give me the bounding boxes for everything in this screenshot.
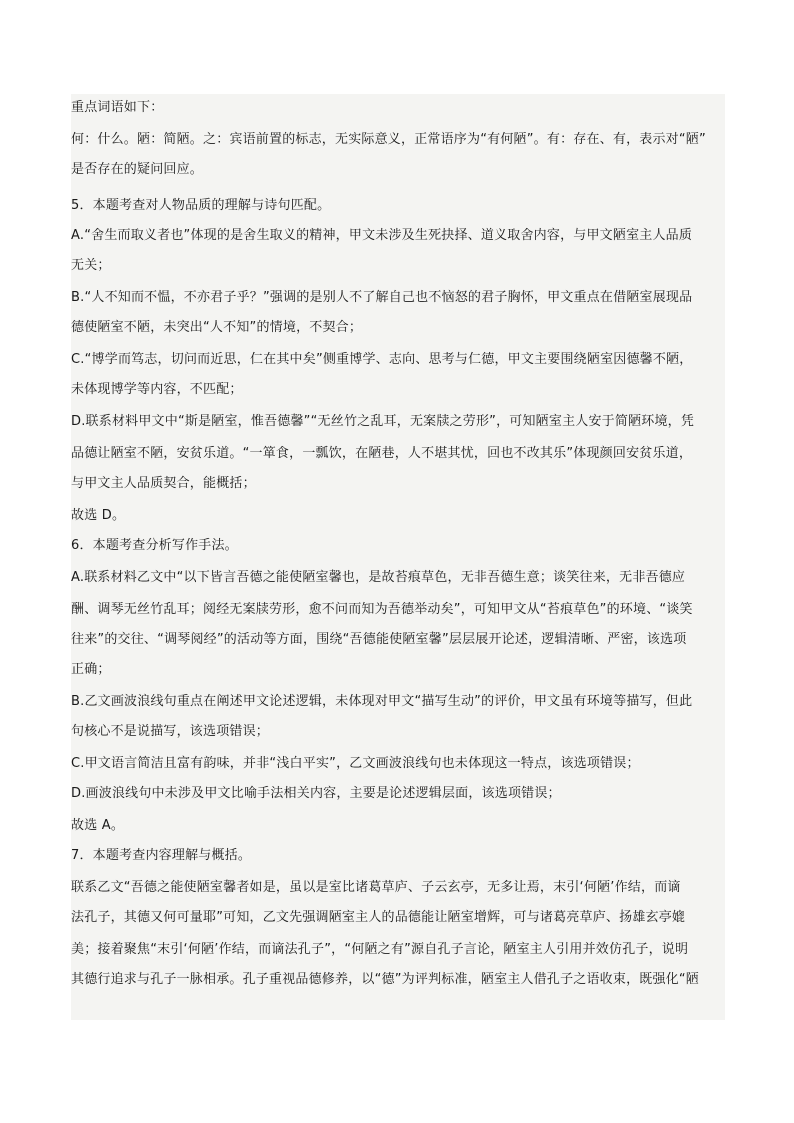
text-line: 与甲文主人品质契合，能概括；: [71, 476, 256, 491]
text-line: B.“人不知而不愠，不亦君子乎？”强调的是别人不了解自己也不恼怒的君子胸怀，甲文重点在借陋室展现品: [71, 290, 693, 305]
text-line: 美；接着聚焦“末引‘何陋’作结，而谪法孔子”，“何陋之有”源自孔子言论，陋室主人引用并效仿孔子，说明: [71, 942, 689, 957]
text-line: 酬、调琴无丝竹乱耳；阅经无案牍劳形，愈不问而知为吾德举动矣”，可知甲文从“苔痕草色”的环境、“谈笑: [71, 602, 693, 617]
text-line: C.“博学而笃志，切问而近思，仁在其中矣”侧重博学、志向、思考与仁德，甲文主要围绕陋室因德馨不陋，: [71, 352, 693, 367]
text-line: 无关；: [71, 258, 111, 273]
text-line: D.联系材料甲文中“斯是陋室，惟吾德馨”“无丝竹之乱耳，无案牍之劳形”，可知陋室主人安于简陋环境，凭: [71, 414, 695, 429]
text-line: 德使陋室不陋，未突出“人不知”的情境，不契合；: [71, 320, 363, 335]
text-line: 正确；: [71, 662, 111, 677]
text-line: A.“舍生而取义者也”体现的是舍生取义的精神，甲文未涉及生死抉择、道义取舍内容，与甲文陋室主人品质: [71, 228, 693, 243]
text-line: 未体现博学等内容，不匹配；: [71, 382, 243, 397]
text-line: B.乙文画波浪线句重点在阐述甲文论述逻辑，未体现对甲文“描写生动”的评价，甲文虽有环境等描写，但此: [71, 694, 693, 709]
text-line: 其德行追求与孔子一脉相承。孔子重视品德修养，以“德”为评判标准，陋室主人借孔子之语收束，既强化“陋: [71, 972, 700, 987]
text-line: 联系乙文“吾德之能使陋室馨者如是，虽以是室比诸葛草庐、子云玄亭，无多让焉，末引‘何陋’作结，而谪: [71, 880, 681, 895]
text-line: 6．本题考查分析写作手法。: [71, 538, 238, 553]
text-line: 故选 A。: [71, 818, 125, 833]
text-line: 品德让陋室不陋，安贫乐道。“一箪食，一瓢饮，在陋巷，人不堪其忧，回也不改其乐”体现颜回安贫乐道，: [71, 446, 693, 461]
text-line: 法孔子，其德又何可量耶”可知，乙文先强调陋室主人的品德能让陋室增辉，可与诸葛亮草庐、扬雄玄亭媲: [71, 910, 686, 925]
text-line: 重点词语如下：: [71, 100, 164, 115]
text-line: 7．本题考查内容理解与概括。: [71, 848, 252, 863]
text-line: 句核心不是说描写，该选项错误；: [71, 724, 270, 739]
text-line: A.联系材料乙文中“以下皆言吾德之能使陋室馨也，是故苔痕草色，无非吾德生意；谈笑往来，无非吾德应: [71, 570, 686, 585]
text-line: C.甲文语言简洁且富有韵味，并非“浅白平实”，乙文画波浪线句也未体现这一特点，该选项错误；: [71, 756, 640, 771]
text-line: 5．本题考查对人物品质的理解与诗句匹配。: [71, 198, 331, 213]
document-page: [71, 94, 725, 1020]
text-line: 是否存在的疑问回应。: [71, 162, 204, 177]
text-line: 往来”的交往、“调琴阅经”的活动等方面，围绕“吾德能使陋室馨”层层展开论述，逻辑清晰、严密，该选项: [71, 632, 687, 647]
text-line: 故选 D。: [71, 508, 126, 523]
text-line: 何：什么。陋：简陋。之：宾语前置的标志，无实际意义，正常语序为“有何陋”。有：存在、有，表示对“陋”: [71, 132, 706, 147]
text-line: D.画波浪线句中未涉及甲文比喻手法相关内容，主要是论述逻辑层面，该选项错误；: [71, 786, 561, 801]
